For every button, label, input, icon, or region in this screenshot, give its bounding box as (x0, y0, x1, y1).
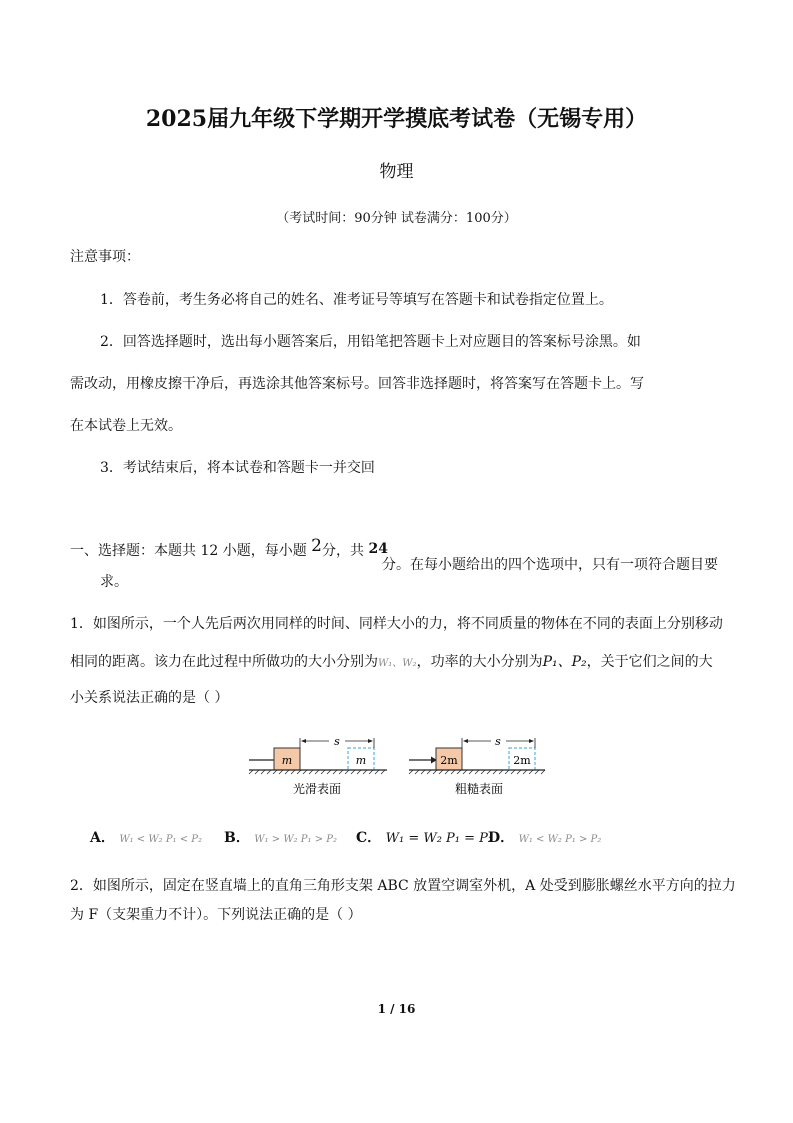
q1-line-2-text: 相同的距离。该力在此过程中所做功的大小分别为 (70, 654, 378, 670)
left-s-label: s (334, 735, 340, 748)
q1-option-c (356, 828, 493, 849)
left-caption: 光滑表面 (292, 782, 342, 796)
notice-heading: 注意事项： (70, 249, 140, 265)
notice-item-2-line-2: 需改动，用橡皮擦干净后，再选涂其他答案标号。回答非选择题时，将答案写在答题卡上。写 (70, 376, 644, 392)
q1-option-b-label: B． (224, 830, 250, 846)
q1-line-3: 小关系说法正确的是（ ） (70, 690, 229, 706)
right-mass-label: 2m (440, 754, 458, 767)
left-mass-dashed-label: m (355, 754, 367, 767)
section-1-heading (70, 536, 388, 561)
q1-option-d-text: W₁ < W₂ P₁ > P₂ (518, 834, 602, 845)
left-mass-label: m (281, 754, 293, 767)
q1-option-a (90, 828, 202, 850)
section-1-line-2: 求。 (100, 574, 128, 590)
q1-line-2 (70, 652, 713, 674)
section-1-points-per-question: 2 (311, 536, 322, 556)
q1-option-c-label: C． (356, 830, 382, 846)
q2-line-1: 2．如图所示，固定在竖直墙上的直角三角形支架 ABC 放置空调室外机，A 处受到膨胀螺丝水平方向的拉力 (70, 878, 736, 894)
q1-option-c-text: W₁ = W₂ P₁ = P₂ (385, 831, 494, 846)
q1-option-b-text: W₁ > W₂ P₁ > P₂ (254, 834, 337, 845)
q1-line-2-end: ，关于它们之间的大 (586, 654, 713, 670)
right-s-arrowhead-r (529, 739, 534, 743)
notice-item-1: 1．答卷前，考生务必将自己的姓名、准考证号等填写在答题卡和试卷指定位置上。 (100, 292, 613, 308)
page-number: 1 / 16 (377, 1002, 416, 1016)
exam-info: （考试时间：90分钟 试卷满分：100分） (276, 211, 517, 226)
right-s-label: s (495, 735, 501, 748)
notice-item-2-line-1: 2．回答选择题时，选出每小题答案后，用铅笔把答题卡上对应题目的答案标号涂黑。如 (100, 334, 641, 350)
q1-line-1: 1．如图所示，一个人先后两次用同样的时间、同样大小的力，将不同质量的物体在不同的表面上分别移动 (70, 616, 723, 632)
page-title: 2025届九年级下学期开学摸底考试卷（无锡专用） (145, 106, 648, 132)
left-s-arrowhead-r (368, 739, 373, 743)
q1-line-2-mid: ，功率的大小分别为 (416, 654, 543, 670)
q1-option-a-label: A． (90, 830, 115, 846)
section-1-total-points: 24 (368, 541, 388, 557)
right-mass-dashed-label: 2m (513, 754, 531, 767)
left-s-arrowhead-l (301, 739, 306, 743)
section-1-part-a: 一、选择题：本题共 12 小题，每小题 (70, 543, 307, 559)
q1-figure (247, 730, 547, 800)
q2-line-2: 为 F（支架重力不计）。下列说法正确的是（ ） (70, 907, 362, 923)
q1-option-d (488, 828, 601, 850)
q1-option-b (224, 828, 337, 850)
q1-option-a-text: W₁ < W₂ P₁ < P₂ (119, 834, 203, 845)
q1-option-d-label: D． (488, 830, 515, 846)
notice-item-3: 3．考试结束后，将本试卷和答题卡一并交回 (100, 460, 375, 476)
subject-heading: 物理 (379, 162, 414, 182)
q1-work-symbols: W₁、W₂ (378, 658, 417, 669)
section-1-part-c: 分。在每小题给出的四个选项中，只有一项符合题目要 (382, 557, 718, 573)
notice-item-2-line-3: 在本试卷上无效。 (70, 418, 182, 434)
right-s-arrowhead-l (463, 739, 468, 743)
right-caption: 粗糙表面 (454, 782, 504, 796)
section-1-part-b: 分，共 (322, 543, 364, 559)
q1-power-symbols: P₁、P₂ (542, 654, 587, 670)
